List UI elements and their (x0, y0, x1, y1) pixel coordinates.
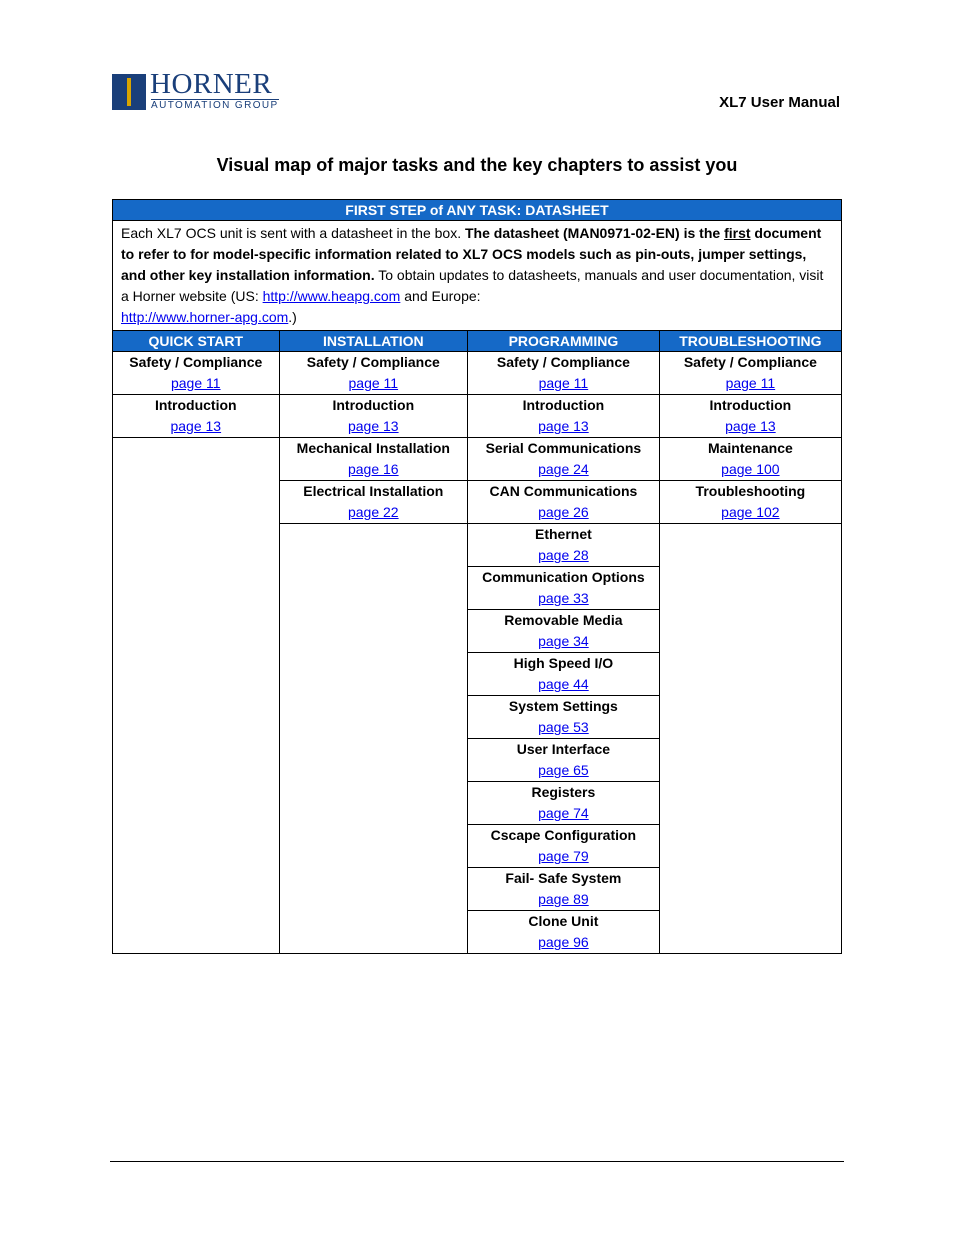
page-link[interactable]: page 65 (538, 762, 589, 778)
entry-title: High Speed I/O (513, 655, 614, 671)
page-link[interactable]: page 13 (170, 418, 222, 434)
page-heading: Visual map of major tasks and the key chapters to assist you (216, 155, 738, 175)
prog-fail-safe-cell (468, 868, 660, 911)
inst-mechanical-cell (279, 438, 468, 481)
column-header-quick-start: QUICK START (113, 331, 280, 352)
intro-text-3: and Europe: (400, 288, 481, 304)
page-link[interactable]: page 79 (538, 848, 589, 864)
entry-title: Troubleshooting (695, 483, 806, 499)
column-header-troubleshooting: TROUBLESHOOTING (659, 331, 841, 352)
ts-maintenance-cell (659, 438, 841, 481)
entry-title: Safety / Compliance (496, 354, 630, 370)
entry-title: Ethernet (535, 526, 592, 542)
inst-safety-cell (279, 352, 468, 395)
entry-title: Removable Media (504, 612, 623, 628)
prog-serial-cell (468, 438, 660, 481)
intro-bold-1: The datasheet (MAN0971-02-EN) is the (464, 225, 725, 241)
prog-comm-options-cell (468, 567, 660, 610)
entry-title: Registers (531, 784, 596, 800)
qs-intro-cell (113, 395, 280, 438)
page-link[interactable]: page 22 (347, 504, 399, 520)
column-header-installation: INSTALLATION (279, 331, 468, 352)
entry-title: Safety / Compliance (683, 354, 817, 370)
entry-title: Cscape Configuration (490, 827, 637, 843)
page-link[interactable]: page 11 (170, 375, 221, 391)
prog-safety-cell (468, 352, 660, 395)
task-map-table (112, 199, 842, 954)
entry-title: Introduction (332, 397, 415, 413)
intro-text-4: .) (288, 309, 297, 325)
prog-user-interface-cell (468, 739, 660, 782)
entry-title: CAN Communications (489, 483, 638, 499)
column-header-programming: PROGRAMMING (468, 331, 660, 352)
qs-safety-cell (113, 352, 280, 395)
page-link[interactable]: page 28 (538, 547, 589, 563)
entry-title: Fail- Safe System (505, 870, 622, 886)
prog-can-cell (468, 481, 660, 524)
entry-title: Introduction (522, 397, 605, 413)
first-step-header: FIRST STEP of ANY TASK: DATASHEET (113, 200, 842, 221)
page-link[interactable]: page 100 (721, 461, 780, 477)
ts-intro-cell (659, 395, 841, 438)
page-link[interactable]: page 26 (538, 504, 589, 520)
ts-safety-cell (659, 352, 841, 395)
entry-title: Maintenance (707, 440, 793, 456)
horner-logo (112, 68, 282, 112)
prog-ethernet-cell (468, 524, 660, 567)
entry-title: Electrical Installation (303, 483, 444, 499)
prog-system-settings-cell (468, 696, 660, 739)
logo-subtitle: AUTOMATION GROUP (151, 100, 279, 111)
intro-text-1: Each XL7 OCS unit is sent with a datasheet in the box. (121, 225, 465, 241)
inst-empty-cell (279, 524, 468, 954)
inst-electrical-cell (279, 481, 468, 524)
entry-title: Clone Unit (528, 913, 599, 929)
page-link[interactable]: page 96 (538, 934, 589, 950)
intro-bold-first: first (724, 225, 751, 241)
prog-hsio-cell (468, 653, 660, 696)
datasheet-intro (113, 221, 842, 331)
page-link[interactable]: page 44 (538, 676, 589, 692)
prog-intro-cell (468, 395, 660, 438)
page-link[interactable]: page 89 (538, 891, 589, 907)
entry-title: Serial Communications (485, 440, 642, 456)
prog-clone-unit-cell (468, 911, 660, 954)
footer-divider (110, 1161, 844, 1162)
entry-title: Communication Options (482, 569, 645, 585)
page-link[interactable]: page 33 (538, 590, 589, 606)
link-horner-apg[interactable]: http://www.horner-apg.com (121, 309, 289, 325)
page-link[interactable]: page 13 (347, 418, 399, 434)
page-link[interactable]: page 34 (538, 633, 589, 649)
entry-title: Introduction (154, 397, 237, 413)
page-link[interactable]: page 102 (721, 504, 780, 520)
page-link[interactable]: page 53 (538, 719, 589, 735)
entry-title: Safety / Compliance (129, 354, 263, 370)
prog-removable-media-cell (468, 610, 660, 653)
page-link[interactable]: page 13 (538, 418, 589, 434)
prog-cscape-config-cell (468, 825, 660, 868)
intro-bold-2: document to refer to for model-specific information related to XL7 OCS models such as pin-outs, jumper settings, and other key installation information. (121, 225, 822, 283)
prog-registers-cell (468, 782, 660, 825)
intro-text-2: To obtain updates to datasheets, manuals and user documentation, visit a Horner website (US: (121, 267, 824, 304)
page-link[interactable]: page 11 (538, 375, 589, 391)
page-link[interactable]: page 16 (347, 461, 399, 477)
entry-title: Mechanical Installation (296, 440, 450, 456)
entry-title: User Interface (516, 741, 611, 757)
document-title: XL7 User Manual (719, 94, 840, 111)
link-heapg[interactable]: http://www.heapg.com (262, 288, 401, 304)
page-link[interactable]: page 24 (538, 461, 589, 477)
page-link[interactable]: page 74 (538, 805, 589, 821)
qs-empty-cell (113, 438, 280, 954)
page-link[interactable]: page 11 (725, 375, 776, 391)
ts-troubleshooting-cell (659, 481, 841, 524)
logo-mark-icon (112, 74, 146, 110)
inst-intro-cell (279, 395, 468, 438)
ts-empty-cell (659, 524, 841, 954)
entry-title: Introduction (709, 397, 792, 413)
logo-brand-text: HORNER (150, 68, 273, 100)
entry-title: Safety / Compliance (306, 354, 440, 370)
entry-title: System Settings (508, 698, 618, 714)
page-link[interactable]: page 11 (348, 375, 399, 391)
page-link[interactable]: page 13 (725, 418, 776, 434)
